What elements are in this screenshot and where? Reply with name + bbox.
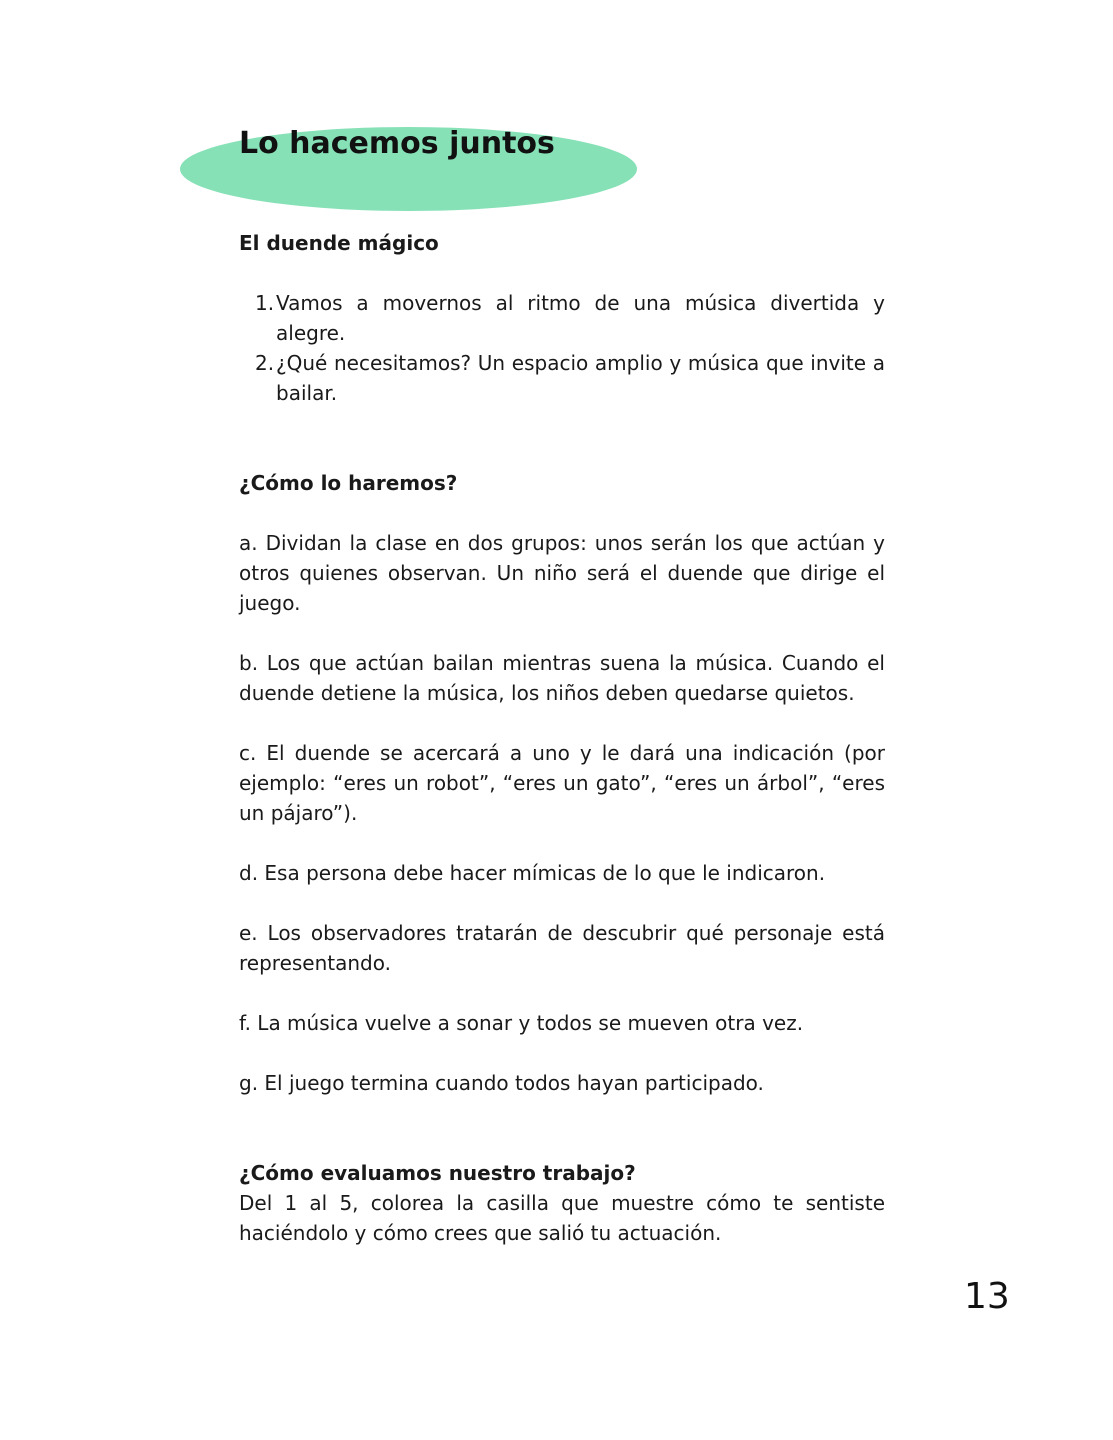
page-content — [239, 228, 885, 1248]
step-paragraph: c. El duende se acercará a uno y le dará una indicación (por ejemplo: “eres un robot”, “eres un gato”, “eres un árbol”, “eres un pájaro”). — [239, 741, 885, 825]
step-paragraph: a. Dividan la clase en dos grupos: unos serán los que actúan y otros quienes observan. Un niño será el duende que dirige el juego. — [239, 531, 885, 615]
eval-paragraph: Del 1 al 5, colorea la casilla que muestre cómo te sentiste haciéndolo y cómo crees que salió tu actuación. — [239, 1191, 885, 1245]
how-heading: ¿Cómo lo haremos? — [239, 471, 458, 495]
list-item-number: 1. — [255, 291, 275, 315]
step-paragraph: b. Los que actúan bailan mientras suena la música. Cuando el duende detiene la música, los niños deben quedarse quietos. — [239, 651, 885, 705]
activity-title: El duende mágico — [239, 231, 439, 255]
step-paragraph: d. Esa persona debe hacer mímicas de lo que le indicaron. — [239, 861, 826, 885]
step-paragraph: e. Los observadores tratarán de descubrir qué personaje está representando. — [239, 921, 885, 975]
section-title: Lo hacemos juntos — [239, 126, 555, 161]
list-item-text: Vamos a movernos al ritmo de una música divertida y alegre. — [276, 291, 885, 345]
list-item-text: ¿Qué necesitamos? Un espacio amplio y música que invite a bailar. — [276, 351, 885, 405]
step-paragraph: g. El juego termina cuando todos hayan participado. — [239, 1071, 764, 1095]
page-number: 13 — [964, 1276, 1010, 1317]
list-item — [239, 348, 885, 408]
eval-heading: ¿Cómo evaluamos nuestro trabajo? — [239, 1161, 636, 1185]
list-item-number: 2. — [255, 351, 275, 375]
intro-list — [239, 288, 885, 408]
step-paragraph: f. La música vuelve a sonar y todos se mueven otra vez. — [239, 1011, 804, 1035]
list-item — [239, 288, 885, 348]
